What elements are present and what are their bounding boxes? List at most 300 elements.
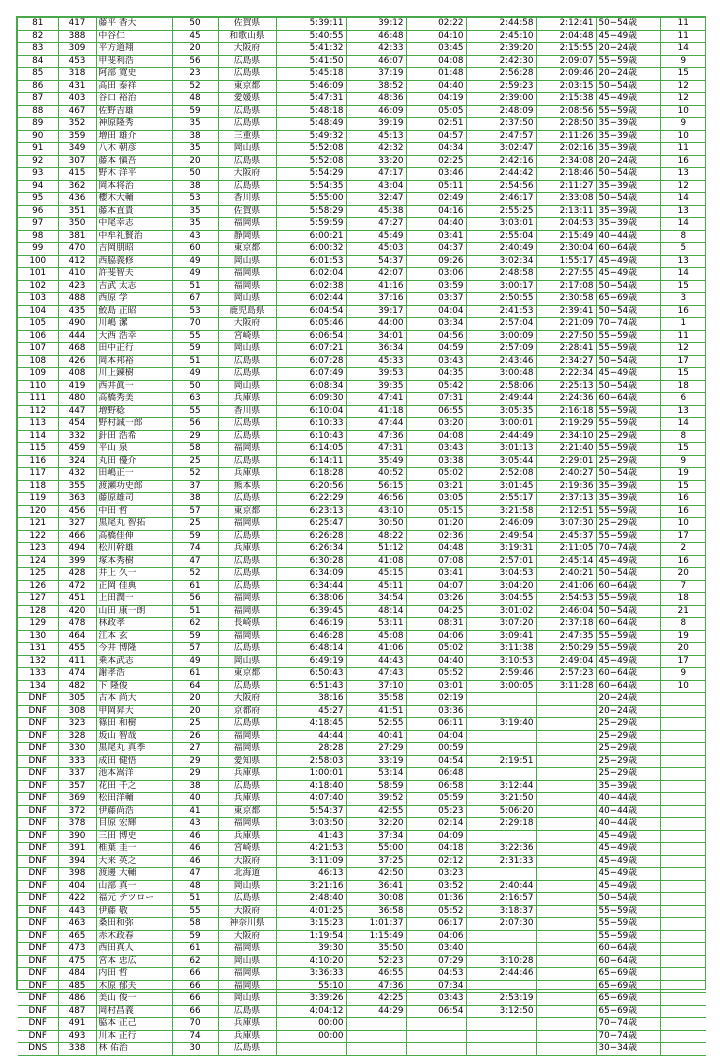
- cell-pref: 兵庫県: [218, 1018, 276, 1031]
- cell-crank: 13: [660, 405, 706, 418]
- cell-t1: 6:01:53: [276, 255, 346, 268]
- cell-age: 60: [172, 243, 218, 256]
- cell-bib: 308: [58, 705, 96, 718]
- cell-bib: 463: [58, 918, 96, 931]
- table-row: [18, 143, 706, 156]
- cell-age: 74: [172, 543, 218, 556]
- cell-t5: 2:11:26: [536, 130, 596, 143]
- cell-t2: 37:10: [346, 680, 406, 693]
- cell-t5: [536, 730, 596, 743]
- cell-t4: [466, 930, 536, 943]
- cell-t5: [536, 705, 596, 718]
- cell-t5: 2:50:29: [536, 643, 596, 656]
- table-row: [18, 380, 706, 393]
- cell-t5: 1:55:17: [536, 255, 596, 268]
- table-row: [18, 405, 706, 418]
- cell-t4: 2:44:49: [466, 430, 536, 443]
- cell-rank: 116: [18, 455, 58, 468]
- cell-t2: 39:12: [346, 18, 406, 30]
- cell-crank: [660, 830, 706, 843]
- cell-cat: 55−59歳: [596, 530, 660, 543]
- cell-name: 丸田 優介: [96, 455, 172, 468]
- cell-t5: 2:21:40: [536, 443, 596, 456]
- cell-t3: 07:31: [406, 393, 466, 406]
- cell-t2: 47:41: [346, 393, 406, 406]
- cell-t4: 2:48:09: [466, 105, 536, 118]
- table-row: [18, 980, 706, 993]
- cell-t2: 48:14: [346, 605, 406, 618]
- cell-t1: 5:52:08: [276, 143, 346, 156]
- cell-cat: 40−44歳: [596, 818, 660, 831]
- cell-t1: 6:50:43: [276, 668, 346, 681]
- cell-t2: 37:25: [346, 855, 406, 868]
- table-row: [18, 418, 706, 431]
- cell-bib: 482: [58, 680, 96, 693]
- cell-crank: 7: [660, 580, 706, 593]
- cell-age: 49: [172, 368, 218, 381]
- cell-rank: 95: [18, 193, 58, 206]
- cell-t1: 5:46:09: [276, 80, 346, 93]
- table-row: [18, 155, 706, 168]
- cell-t5: [536, 930, 596, 943]
- cell-t4: 3:00:48: [466, 368, 536, 381]
- cell-bib: 426: [58, 355, 96, 368]
- table-row: [18, 493, 706, 506]
- cell-pref: 広島県: [218, 355, 276, 368]
- cell-t3: 05:42: [406, 380, 466, 393]
- cell-pref: 長崎県: [218, 618, 276, 631]
- cell-crank: [660, 793, 706, 806]
- cell-cat: 50−54歳: [596, 605, 660, 618]
- cell-t4: 2:59:23: [466, 80, 536, 93]
- cell-pref: 香川県: [218, 405, 276, 418]
- cell-t2: [346, 1018, 406, 1031]
- cell-rank: 118: [18, 480, 58, 493]
- cell-age: 38: [172, 130, 218, 143]
- cell-t3: 03:45: [406, 43, 466, 56]
- cell-t3: 02:19: [406, 693, 466, 706]
- cell-pref: 福岡県: [218, 818, 276, 831]
- cell-t5: [536, 793, 596, 806]
- cell-rank: DNF: [18, 968, 58, 981]
- cell-cat: 55−59歳: [596, 930, 660, 943]
- cell-name: 甲斐利浩: [96, 55, 172, 68]
- cell-cat: 55−59歳: [596, 105, 660, 118]
- cell-t5: 2:12:51: [536, 505, 596, 518]
- cell-cat: 65−69歳: [596, 1005, 660, 1018]
- cell-t4: 2:46:17: [466, 193, 536, 206]
- cell-rank: DNF: [18, 730, 58, 743]
- cell-t2: 41:16: [346, 280, 406, 293]
- cell-t1: 5:59:59: [276, 218, 346, 231]
- cell-t5: 2:24:36: [536, 393, 596, 406]
- cell-pref: 和歌山県: [218, 30, 276, 43]
- cell-pref: 福岡県: [218, 980, 276, 993]
- cell-rank: 96: [18, 205, 58, 218]
- cell-bib: 318: [58, 68, 96, 81]
- cell-t1: 5:41:32: [276, 43, 346, 56]
- cell-t1: 6:14:11: [276, 455, 346, 468]
- cell-t2: 32:20: [346, 818, 406, 831]
- table-row: [18, 43, 706, 56]
- cell-t2: 36:41: [346, 880, 406, 893]
- cell-name: 岡本将治: [96, 180, 172, 193]
- cell-age: 66: [172, 1005, 218, 1018]
- cell-t1: 4:01:25: [276, 905, 346, 918]
- cell-age: 25: [172, 718, 218, 731]
- cell-cat: 50−54歳: [596, 18, 660, 30]
- cell-t2: 43:04: [346, 180, 406, 193]
- cell-name: 福元 テツロー: [96, 893, 172, 906]
- cell-t4: 2:42:16: [466, 155, 536, 168]
- cell-t3: 03:37: [406, 293, 466, 306]
- cell-age: 48: [172, 880, 218, 893]
- cell-pref: 兵庫県: [218, 793, 276, 806]
- cell-bib: 324: [58, 455, 96, 468]
- cell-t5: 2:57:23: [536, 668, 596, 681]
- cell-name: 藤本 愼吾: [96, 155, 172, 168]
- table-row: [18, 655, 706, 668]
- cell-t4: [466, 768, 536, 781]
- cell-rank: DNF: [18, 1030, 58, 1043]
- cell-t2: 37:34: [346, 830, 406, 843]
- cell-t5: 2:46:04: [536, 605, 596, 618]
- cell-t3: [406, 1018, 466, 1031]
- cell-pref: 広島県: [218, 893, 276, 906]
- cell-t1: 1:19:54: [276, 930, 346, 943]
- cell-t5: 2:15:38: [536, 93, 596, 106]
- cell-t1: 5:45:18: [276, 68, 346, 81]
- cell-crank: [660, 743, 706, 756]
- cell-name: 伊藤尚浩: [96, 805, 172, 818]
- cell-t1: 1:00:01: [276, 768, 346, 781]
- cell-bib: 305: [58, 693, 96, 706]
- cell-t2: 37:19: [346, 68, 406, 81]
- cell-pref: 岡山県: [218, 343, 276, 356]
- cell-cat: 45−49歳: [596, 255, 660, 268]
- cell-t4: 3:21:58: [466, 505, 536, 518]
- cell-t3: 06:54: [406, 1005, 466, 1018]
- cell-age: 49: [172, 655, 218, 668]
- cell-t1: 6:20:56: [276, 480, 346, 493]
- cell-pref: 広島県: [218, 180, 276, 193]
- cell-crank: [660, 868, 706, 881]
- table-row: [18, 1043, 706, 1056]
- cell-age: 38: [172, 493, 218, 506]
- cell-crank: 13: [660, 168, 706, 181]
- cell-t2: 35:49: [346, 455, 406, 468]
- cell-rank: 130: [18, 630, 58, 643]
- cell-bib: 337: [58, 768, 96, 781]
- cell-t5: 2:34:10: [536, 430, 596, 443]
- cell-t4: 2:56:28: [466, 68, 536, 81]
- cell-pref: 広島県: [218, 568, 276, 581]
- cell-t5: 2:47:35: [536, 630, 596, 643]
- cell-rank: 83: [18, 43, 58, 56]
- cell-bib: 490: [58, 318, 96, 331]
- cell-pref: 大阪府: [218, 905, 276, 918]
- cell-name: 西脇義修: [96, 255, 172, 268]
- table-row: [18, 768, 706, 781]
- cell-name: 岡村昌義: [96, 1005, 172, 1018]
- cell-rank: DNF: [18, 705, 58, 718]
- cell-t5: [536, 893, 596, 906]
- cell-t2: 48:36: [346, 93, 406, 106]
- cell-name: 篠田 和樹: [96, 718, 172, 731]
- cell-cat: 50−54歳: [596, 80, 660, 93]
- cell-cat: 45−49歳: [596, 830, 660, 843]
- cell-t5: 2:03:15: [536, 80, 596, 93]
- cell-t3: 04:34: [406, 143, 466, 156]
- cell-crank: [660, 1030, 706, 1043]
- cell-name: 高橋佳伸: [96, 530, 172, 543]
- cell-t2: 47:36: [346, 980, 406, 993]
- cell-t2: 34:54: [346, 593, 406, 606]
- cell-pref: 神奈川県: [218, 918, 276, 931]
- cell-cat: 40−44歳: [596, 805, 660, 818]
- cell-pref: 福岡県: [218, 730, 276, 743]
- cell-t5: 2:27:50: [536, 330, 596, 343]
- cell-t3: 04:48: [406, 543, 466, 556]
- cell-pref: 兵庫県: [218, 1030, 276, 1043]
- cell-t2: 44:43: [346, 655, 406, 668]
- cell-t4: [466, 980, 536, 993]
- table-row: [18, 55, 706, 68]
- table-row: [18, 593, 706, 606]
- cell-cat: 45−49歳: [596, 843, 660, 856]
- cell-bib: 468: [58, 343, 96, 356]
- cell-name: 乗本武志: [96, 655, 172, 668]
- cell-crank: 11: [660, 330, 706, 343]
- cell-t2: 37:16: [346, 293, 406, 306]
- cell-t5: 2:11:27: [536, 180, 596, 193]
- cell-bib: 378: [58, 818, 96, 831]
- cell-t3: 01:48: [406, 68, 466, 81]
- cell-t5: [536, 943, 596, 956]
- cell-name: 古本 尚大: [96, 693, 172, 706]
- cell-name: 神原隆秀: [96, 118, 172, 131]
- cell-t5: [536, 868, 596, 881]
- cell-cat: 35−39歳: [596, 180, 660, 193]
- cell-rank: DNF: [18, 868, 58, 881]
- cell-crank: 14: [660, 418, 706, 431]
- cell-t2: 52:23: [346, 955, 406, 968]
- cell-t1: 6:30:28: [276, 555, 346, 568]
- cell-rank: 124: [18, 555, 58, 568]
- cell-t4: 2:50:55: [466, 293, 536, 306]
- cell-cat: 55−59歳: [596, 593, 660, 606]
- cell-t2: 41:06: [346, 643, 406, 656]
- cell-crank: 9: [660, 55, 706, 68]
- cell-t1: 6:18:28: [276, 468, 346, 481]
- cell-rank: 102: [18, 280, 58, 293]
- table-row: [18, 205, 706, 218]
- cell-t3: 03:43: [406, 993, 466, 1006]
- cell-t1: 6:14:05: [276, 443, 346, 456]
- cell-cat: 50−54歳: [596, 355, 660, 368]
- cell-t4: [466, 830, 536, 843]
- cell-rank: 127: [18, 593, 58, 606]
- cell-t5: 2:15:55: [536, 43, 596, 56]
- cell-name: 藤平 香大: [96, 18, 172, 30]
- cell-crank: 15: [660, 280, 706, 293]
- cell-crank: 10: [660, 130, 706, 143]
- cell-cat: 55−59歳: [596, 55, 660, 68]
- cell-pref: 静岡県: [218, 230, 276, 243]
- cell-t4: 2:59:46: [466, 668, 536, 681]
- cell-t3: 05:05: [406, 105, 466, 118]
- cell-crank: [660, 705, 706, 718]
- cell-age: 38: [172, 180, 218, 193]
- cell-bib: 352: [58, 118, 96, 131]
- cell-t1: 6:10:43: [276, 430, 346, 443]
- cell-name: 三田 博史: [96, 830, 172, 843]
- cell-t4: 2:43:46: [466, 355, 536, 368]
- cell-t5: 2:08:56: [536, 105, 596, 118]
- cell-age: 20: [172, 693, 218, 706]
- cell-t2: 42:55: [346, 805, 406, 818]
- cell-bib: 475: [58, 955, 96, 968]
- cell-pref: 広島県: [218, 418, 276, 431]
- cell-rank: 123: [18, 543, 58, 556]
- cell-cat: 60−64歳: [596, 668, 660, 681]
- cell-pref: 福岡県: [218, 743, 276, 756]
- cell-name: 櫻木大輔: [96, 193, 172, 206]
- cell-pref: 岡山県: [218, 380, 276, 393]
- cell-bib: 423: [58, 280, 96, 293]
- cell-bib: 420: [58, 605, 96, 618]
- cell-t3: 04:40: [406, 80, 466, 93]
- cell-rank: 88: [18, 105, 58, 118]
- cell-t2: 41:18: [346, 405, 406, 418]
- cell-bib: 444: [58, 330, 96, 343]
- cell-rank: DNF: [18, 755, 58, 768]
- cell-bib: 459: [58, 443, 96, 456]
- cell-name: 藤原雄司: [96, 493, 172, 506]
- cell-name: 美山 俊一: [96, 993, 172, 1006]
- cell-age: 49: [172, 268, 218, 281]
- cell-t5: [536, 743, 596, 756]
- cell-bib: 309: [58, 43, 96, 56]
- cell-t1: [276, 1043, 346, 1056]
- cell-rank: DNF: [18, 843, 58, 856]
- cell-t2: 30:08: [346, 893, 406, 906]
- cell-t4: 2:39:20: [466, 43, 536, 56]
- cell-name: 赤木政春: [96, 930, 172, 943]
- cell-t5: 2:45:37: [536, 530, 596, 543]
- cell-t3: 02:12: [406, 855, 466, 868]
- cell-t3: 04:19: [406, 93, 466, 106]
- table-row: [18, 105, 706, 118]
- cell-name: 谷口 裕治: [96, 93, 172, 106]
- cell-t5: 2:13:11: [536, 205, 596, 218]
- cell-t2: 53:14: [346, 768, 406, 781]
- cell-cat: 35−39歳: [596, 780, 660, 793]
- cell-age: 70: [172, 1018, 218, 1031]
- cell-t3: 05:52: [406, 668, 466, 681]
- cell-pref: 広島県: [218, 718, 276, 731]
- cell-t3: 02:51: [406, 118, 466, 131]
- cell-t3: 04:54: [406, 755, 466, 768]
- cell-t2: 42:50: [346, 868, 406, 881]
- cell-t4: 2:49:54: [466, 530, 536, 543]
- cell-name: 田嶋正一: [96, 468, 172, 481]
- cell-t4: 2:46:09: [466, 518, 536, 531]
- results-table: [18, 18, 706, 1056]
- cell-t2: 32:47: [346, 193, 406, 206]
- cell-name: 林 佑治: [96, 1043, 172, 1056]
- table-row: [18, 180, 706, 193]
- cell-t4: 3:00:17: [466, 280, 536, 293]
- cell-crank: 15: [660, 443, 706, 456]
- table-row: [18, 318, 706, 331]
- cell-t4: [466, 705, 536, 718]
- cell-t5: 2:40:27: [536, 468, 596, 481]
- cell-age: 51: [172, 280, 218, 293]
- cell-cat: 60−64歳: [596, 618, 660, 631]
- cell-crank: [660, 843, 706, 856]
- cell-t1: 39:30: [276, 943, 346, 956]
- cell-t1: 6:34:09: [276, 568, 346, 581]
- cell-name: 中谷仁: [96, 30, 172, 43]
- cell-crank: [660, 930, 706, 943]
- cell-t3: 04:04: [406, 730, 466, 743]
- cell-bib: 443: [58, 905, 96, 918]
- cell-t3: 03:36: [406, 705, 466, 718]
- table-row: [18, 68, 706, 81]
- cell-name: 井上 久一: [96, 568, 172, 581]
- cell-t2: 43:10: [346, 505, 406, 518]
- cell-t4: 3:22:36: [466, 843, 536, 856]
- cell-t1: 41:43: [276, 830, 346, 843]
- cell-cat: 65−69歳: [596, 980, 660, 993]
- cell-name: 許斐智夫: [96, 268, 172, 281]
- cell-t1: 6:02:38: [276, 280, 346, 293]
- cell-t1: 3:15:23: [276, 918, 346, 931]
- cell-t3: 07:08: [406, 555, 466, 568]
- cell-pref: 大阪府: [218, 318, 276, 331]
- cell-t4: 3:04:20: [466, 580, 536, 593]
- cell-crank: [660, 905, 706, 918]
- cell-t3: 02:22: [406, 18, 466, 30]
- cell-rank: DNF: [18, 993, 58, 1006]
- cell-cat: 60−64歳: [596, 955, 660, 968]
- table-row: [18, 643, 706, 656]
- cell-age: 51: [172, 355, 218, 368]
- cell-crank: [660, 968, 706, 981]
- cell-pref: 広島県: [218, 455, 276, 468]
- cell-age: 50: [172, 380, 218, 393]
- cell-pref: 広島県: [218, 68, 276, 81]
- cell-t1: 6:10:33: [276, 418, 346, 431]
- cell-rank: 98: [18, 230, 58, 243]
- cell-rank: 117: [18, 468, 58, 481]
- cell-rank: 114: [18, 430, 58, 443]
- cell-pref: 福岡県: [218, 518, 276, 531]
- cell-age: 52: [172, 568, 218, 581]
- cell-t3: 04:25: [406, 605, 466, 618]
- cell-pref: 愛知県: [218, 755, 276, 768]
- table-row: [18, 468, 706, 481]
- cell-t3: 03:43: [406, 443, 466, 456]
- cell-rank: 110: [18, 380, 58, 393]
- cell-name: 中田 哲: [96, 505, 172, 518]
- cell-t3: 03:23: [406, 868, 466, 881]
- table-row: [18, 668, 706, 681]
- cell-rank: 103: [18, 293, 58, 306]
- cell-cat: 55−59歳: [596, 505, 660, 518]
- cell-t2: 45:03: [346, 243, 406, 256]
